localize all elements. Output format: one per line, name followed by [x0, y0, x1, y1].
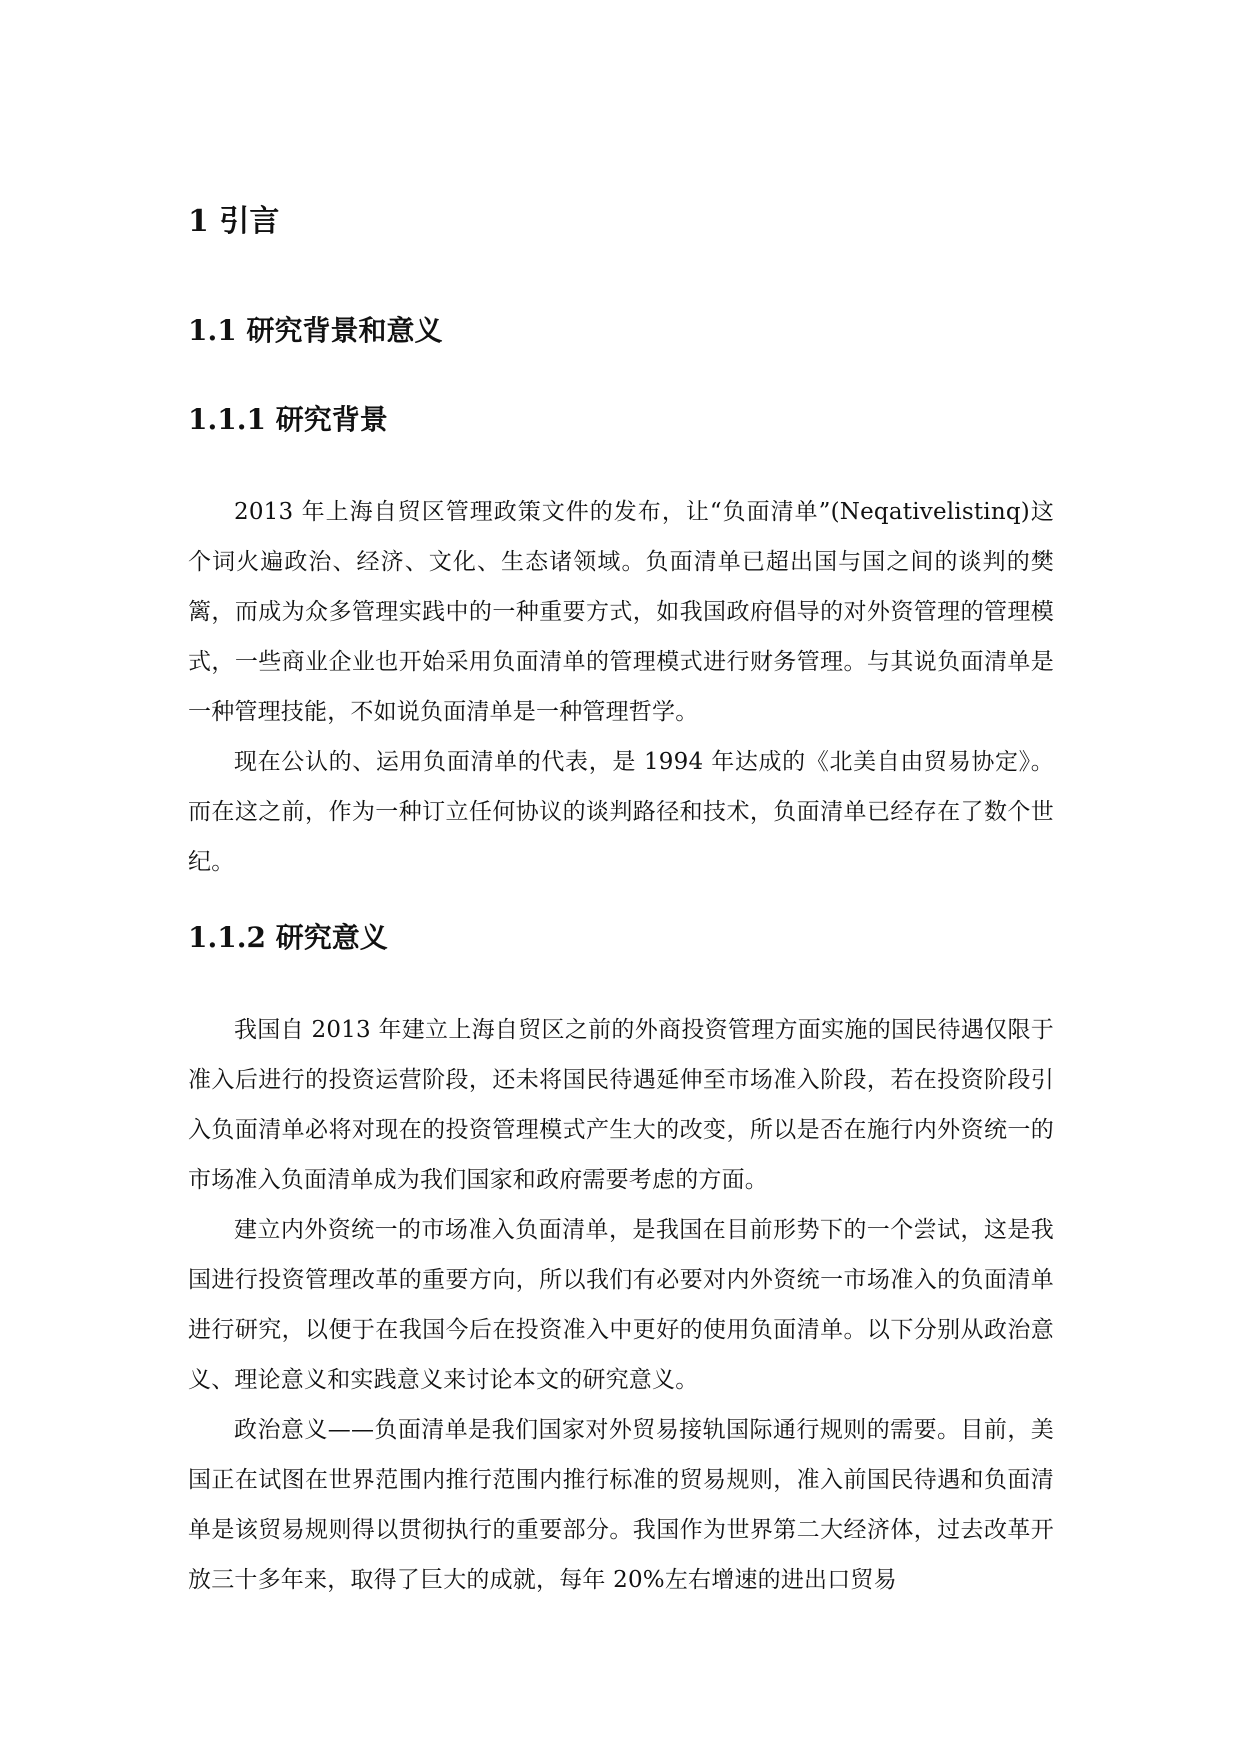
chapter-heading: 1 引言: [188, 204, 280, 239]
subsection-heading-significance: 1.1.2 研究意义: [188, 921, 388, 954]
paragraph-background-1: 2013 年上海自贸区管理政策文件的发布，让“负面清单”(Neqativelistinq)这个词火遍政治、经济、文化、生态诸领域。负面清单已超出国与国之间的谈判的樊篱，而成为众多管理实践中的一种重要方式，如我国政府倡导的对外资管理的管理模式，一些商业企业也开始采用负面清单的管理模式进行财务管理。与其说负面清单是一种管理技能，不如说负面清单是一种管理哲学。: [188, 499, 1054, 725]
paragraph-significance-1: 我国自 2013 年建立上海自贸区之前的外商投资管理方面实施的国民待遇仅限于准入后进行的投资运营阶段，还未将国民待遇延伸至市场准入阶段，若在投资阶段引入负面清单必将对现在的投资管理模式产生大的改变，所以是否在施行内外资统一的市场准入负面清单成为我们国家和政府需要考虑的方面。: [188, 1017, 1054, 1193]
subsection-heading-background: 1.1.1 研究背景: [188, 403, 388, 436]
section-heading: 1.1 研究背景和意义: [188, 314, 443, 347]
paragraph-background-2: 现在公认的、运用负面清单的代表，是 1994 年达成的《北美自由贸易协定》。而在这之前，作为一种订立任何协议的谈判路径和技术，负面清单已经存在了数个世纪。: [188, 749, 1054, 875]
paragraph-significance-2: 建立内外资统一的市场准入负面清单，是我国在目前形势下的一个尝试，这是我国进行投资管理改革的重要方向，所以我们有必要对内外资统一市场准入的负面清单进行研究，以便于在我国今后在投资准入中更好的使用负面清单。以下分别从政治意义、理论意义和实践意义来讨论本文的研究意义。: [188, 1217, 1054, 1393]
paragraph-significance-3: 政治意义——负面清单是我们国家对外贸易接轨国际通行规则的需要。目前，美国正在试图在世界范围内推行范围内推行标准的贸易规则，准入前国民待遇和负面清单是该贸易规则得以贯彻执行的重要部分。我国作为世界第二大经济体，过去改革开放三十多年来，取得了巨大的成就，每年 20%左右增速的进出口贸易: [188, 1417, 1054, 1593]
